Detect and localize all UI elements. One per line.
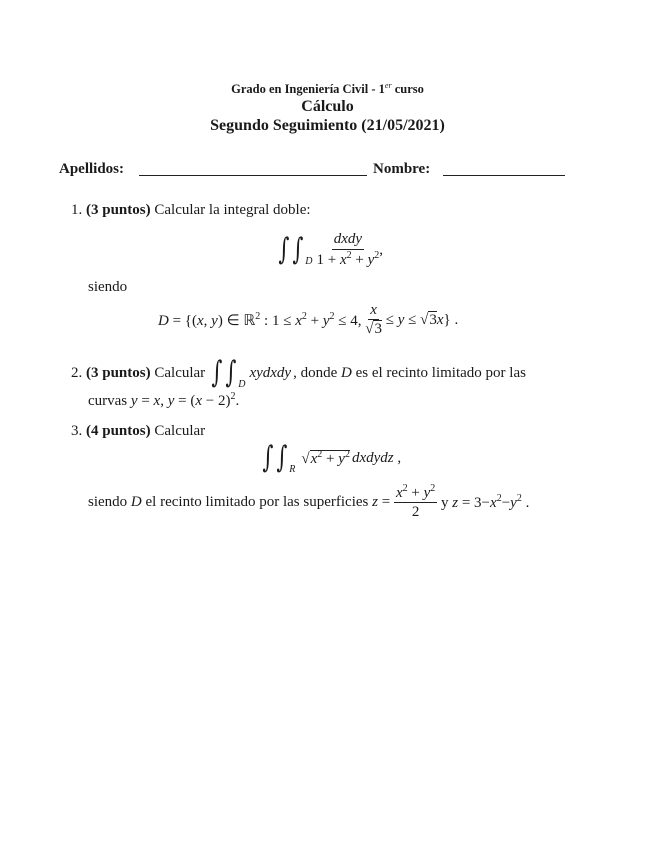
degree-line: Grado en Ingeniería Civil - 1er curso bbox=[231, 81, 424, 97]
problem-1-domain: D = {(x, y) ∈ ℝ$^2$ : $1 \le x^2 + y^2 \le 4$, $\frac{x}{√3}$ ≤ y ≤ √3x} . bbox=[158, 301, 459, 338]
problem-1-statement: 1. (3 puntos) Calcular la integral doble: bbox=[71, 202, 311, 218]
problem-3-surfaces: siendo D el recinto limitado por las superficies z = $\frac{x^2 + y^2}{2}$ y $z = 3-x^2-y^2$ . bbox=[88, 482, 530, 521]
surname-label: Apellidos: bbox=[59, 161, 125, 177]
problem-2-curves: curvas y = x, $y = (x - 2)^2$. bbox=[88, 391, 240, 409]
problem-2-statement: 2. (3 puntos) Calcular ∫ ∫ $_D$ xydxdy , donde D es el recinto limitado por las bbox=[71, 355, 526, 390]
problem-1-integral: ∫ ∫ $_D$ $\frac{\text{dxdy}}{1 + x^2 + y^2}$ , bbox=[278, 231, 384, 268]
exam-title: Segundo Seguimiento (21/05/2021) bbox=[210, 117, 445, 134]
problem-3-integral: ∫ ∫ $_R$ $√x^2 + y^2$ dxdydz , bbox=[262, 440, 402, 475]
problem-1-siendo: siendo bbox=[88, 279, 128, 295]
name-field[interactable] bbox=[443, 175, 565, 176]
problem-3-statement: 3. (4 puntos) Calcular bbox=[71, 423, 206, 439]
surname-field[interactable] bbox=[139, 175, 367, 176]
name-label: Nombre: bbox=[373, 161, 431, 177]
course-title: Cálculo bbox=[301, 98, 354, 115]
